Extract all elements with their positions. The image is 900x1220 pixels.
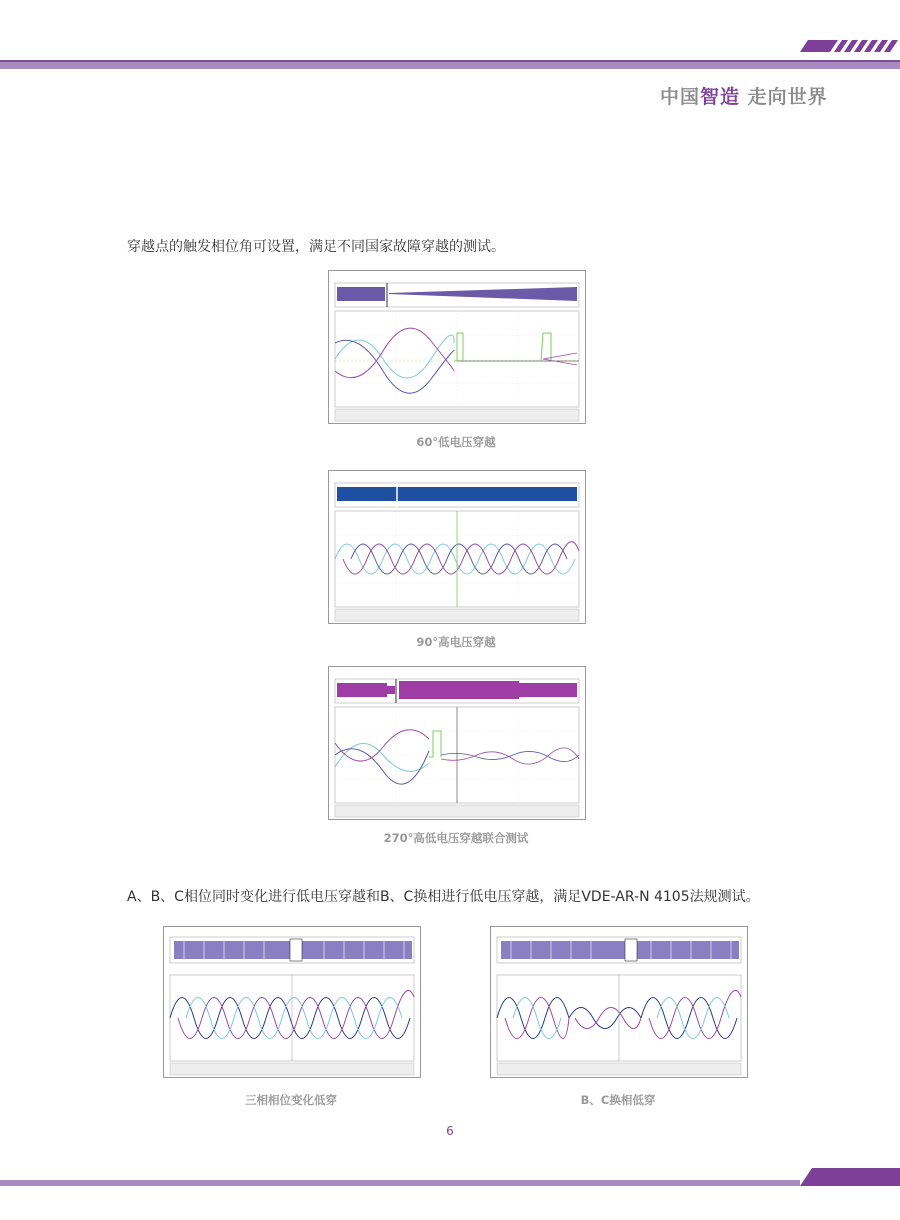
- slogan-highlight: 智造: [700, 86, 741, 108]
- vde-paragraph: A、B、C相位同时变化进行低电压穿越和B、C换相进行低电压穿越，满足VDE-AR-N 4105法规测试。: [127, 889, 760, 905]
- slogan-part1: 中国: [660, 86, 701, 108]
- oscilloscope-figure-1: [328, 270, 586, 424]
- oscilloscope-figure-3: [328, 666, 586, 820]
- oscilloscope-figure-5: [490, 926, 748, 1078]
- figure-3-caption: 270°高低电压穿越联合测试: [383, 831, 529, 845]
- footer-accent-decoration: [800, 1168, 900, 1186]
- header-slogan: [660, 82, 828, 109]
- oscilloscope-figure-4: [163, 926, 421, 1078]
- footer-bar: [0, 1180, 800, 1186]
- figure-4-caption: 三相相位变化低穿: [245, 1093, 337, 1107]
- header-stripes-decoration: [790, 40, 900, 52]
- oscilloscope-figure-2: [328, 470, 586, 624]
- slogan-part2: 走向世界: [747, 86, 828, 108]
- intro-paragraph: 穿越点的触发相位角可设置，满足不同国家故障穿越的测试。: [127, 239, 505, 255]
- figure-2-caption: 90°高电压穿越: [416, 635, 496, 649]
- figure-1-caption: 60°低电压穿越: [416, 435, 496, 449]
- page-number: 6: [446, 1124, 454, 1138]
- header-bar: [0, 62, 900, 69]
- figure-5-caption: B、C换相低穿: [580, 1093, 656, 1107]
